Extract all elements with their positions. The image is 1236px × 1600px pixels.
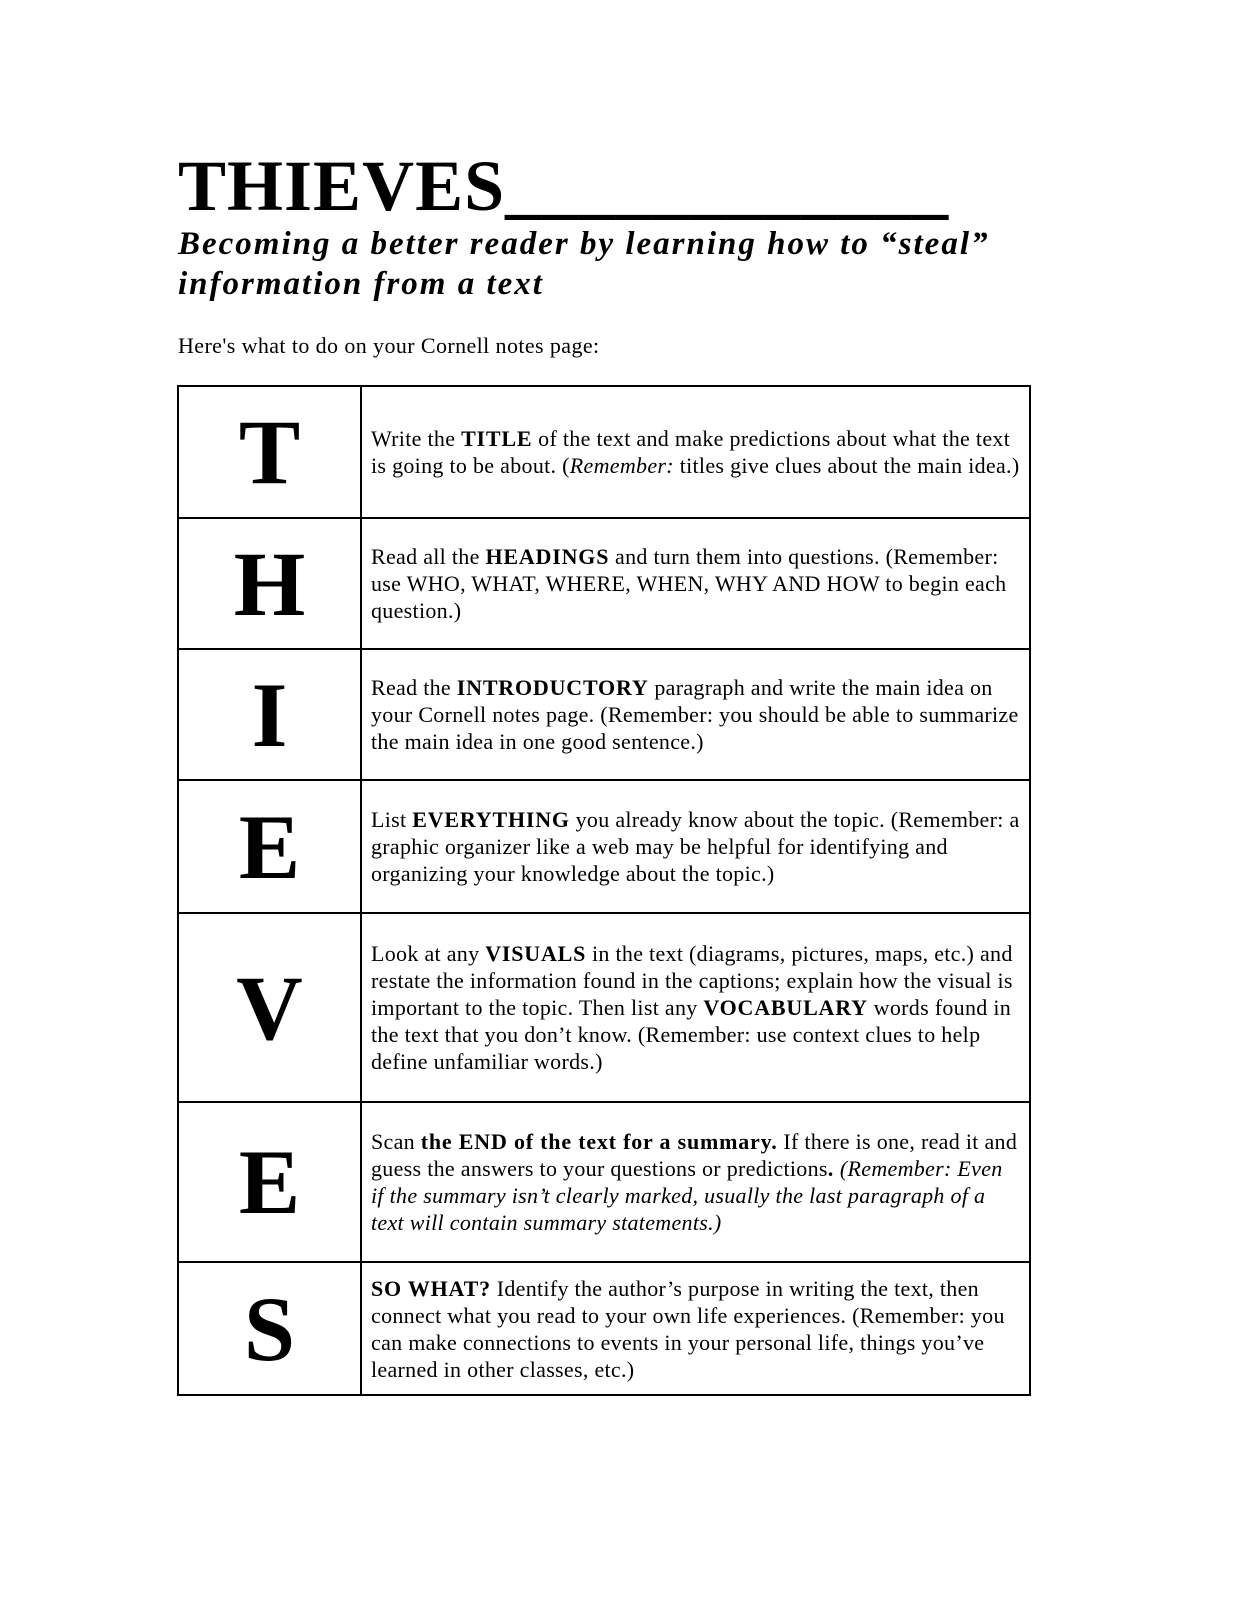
emphasis-bold: VOCABULARY — [703, 995, 868, 1020]
emphasis-bold: HEADINGS — [485, 544, 610, 569]
thieves-row-v — [178, 913, 1030, 1102]
text-run: Look at any — [371, 941, 486, 966]
page-subtitle: Becoming a better reader by learning how to “steal” information from a text — [178, 226, 990, 302]
text-run: Read the — [371, 675, 457, 700]
text-run: paragraph and write the main idea on your Cornell notes page. (Remember: you should be able to summarize the main idea in one good sentence.) — [371, 675, 1019, 754]
row-description — [361, 1262, 1030, 1395]
text-run: titles give clues about the main idea.) — [673, 453, 1020, 478]
text-run: of the text and make predictions about what the text is going to be about. ( — [371, 426, 1011, 478]
emphasis-bold: EVERYTHING — [412, 807, 570, 832]
row-letter: E — [178, 1102, 361, 1262]
text-run: words found in the text that you don’t know. (Remember: use context clues to help define unfamiliar words.) — [371, 995, 1012, 1074]
text-run: in the text (diagrams, pictures, maps, etc.) and restate the information found in the captions; explain how the visual is important to the topic. Then list any — [371, 941, 1013, 1020]
row-description — [361, 913, 1030, 1102]
emphasis-italic: Remember: — [569, 453, 674, 478]
thieves-row-s — [178, 1262, 1030, 1395]
text-run: and turn them into questions. (Remember: use WHO, WHAT, WHERE, WHEN, WHY AND HOW to begin each question.) — [371, 544, 1007, 623]
row-description — [361, 780, 1030, 913]
emphasis-bold: SO WHAT? — [371, 1275, 491, 1301]
text-run: Scan — [371, 1129, 421, 1154]
emphasis-bold: INTRODUCTORY — [456, 675, 649, 700]
emphasis-bold: VISUALS — [485, 941, 587, 966]
thieves-row-e2 — [178, 1102, 1030, 1262]
row-description — [361, 386, 1030, 518]
row-letter: H — [178, 518, 361, 649]
emphasis-bold: TITLE — [461, 426, 533, 451]
emphasis-italic: (Remember: Even if the summary isn’t clearly marked, usually the last paragraph of a text will contain summary statements.) — [371, 1156, 1003, 1235]
row-description — [361, 649, 1030, 780]
text-run: Write the — [371, 426, 462, 451]
row-letter: T — [178, 386, 361, 518]
row-letter: V — [178, 913, 361, 1102]
text-run: If there is one, read it and guess the answers to your questions or predictions — [371, 1129, 1018, 1181]
text-run: List — [371, 807, 413, 832]
row-description — [361, 1102, 1030, 1262]
emphasis-bold: the END of the text for a summary. — [420, 1129, 778, 1154]
thieves-row-i — [178, 649, 1030, 780]
thieves-table — [177, 385, 1031, 1396]
row-letter: E — [178, 780, 361, 913]
text-run: you already know about the topic. (Remember: a graphic organizer like a web may be helpful for identifying and organizing your knowledge about the topic.) — [371, 807, 1020, 886]
emphasis-bold: . — [827, 1156, 835, 1181]
row-letter: S — [178, 1262, 361, 1395]
thieves-row-h — [178, 518, 1030, 649]
row-description — [361, 518, 1030, 649]
text-run: Identify the author’s purpose in writing the text, then connect what you read to your own life experiences. (Remember: you can make connections to events in your personal life, things you’ve learned in other classes, etc.) — [371, 1275, 1005, 1382]
intro-text: Here's what to do on your Cornell notes page: — [178, 333, 600, 358]
row-letter: I — [178, 649, 361, 780]
page-title: THIEVES____________ — [178, 146, 950, 226]
thieves-row-t — [178, 386, 1030, 518]
text-run: Read all the — [371, 544, 486, 569]
thieves-row-e1 — [178, 780, 1030, 913]
